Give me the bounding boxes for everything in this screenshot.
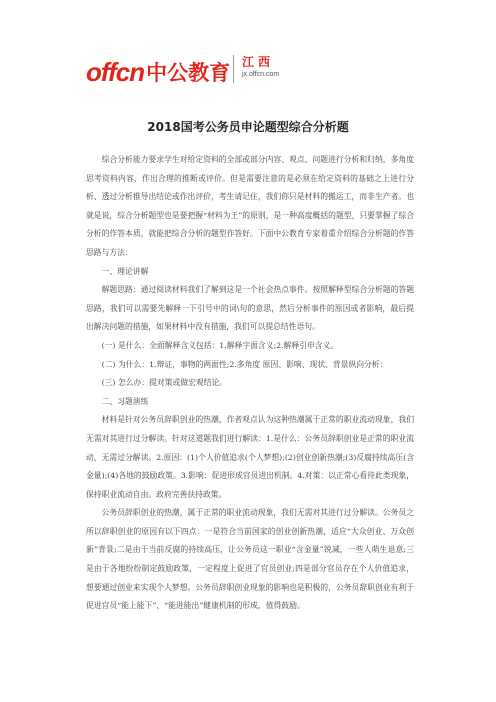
region-label: 江西: [242, 55, 275, 69]
paragraph-how: (三) 怎么办：提对策或做宏观结论。: [101, 378, 228, 388]
paragraph-why: (二) 为什么：1.辩证，事物的两面性;2.多角度 原因、影响、现状、背景纵向分析：: [101, 359, 388, 369]
paragraph-what: (一) 是什么：全面解释含义包括：1.解释字面含义;2.解释引申含义。: [101, 340, 339, 350]
section-heading-practice: 二、习题演练: [101, 396, 149, 406]
logo-offcn-text: offcn: [86, 57, 145, 87]
document-body: [86, 151, 414, 616]
section-heading-theory: 一、理论讲解: [101, 266, 149, 276]
header-divider: [233, 55, 234, 83]
paragraph-intro: 综合分析能力要求学生对给定资料的全部或部分内容、观点、问题进行分析和归纳，多角度思考资料内容，作出合理的推断或评价。但是需要注意的是必须在给定资料的基础之上进行分析、透过分析推导出结论或作出评价，考生请记住，我们你只是材料的搬运工，而非生产者。也就是说，综合分析题型也是要把握“材料为王”的原则，是一种高度概括的题型，只要掌握了综合分析的作答本质，就能把综合分析的题型作答好。下面中公教育专家着重介绍综合分析题的作答思路与方法：: [86, 155, 414, 257]
document-title: 2018国考公务员申论题型综合分析题: [147, 120, 349, 134]
paragraph-answer: 公务员辞职创业的热潮，属于正常的职业流动现象，我们无需对其进行过分解读。公务员之所以辞职创业的原因有以下四点：一是符合当前国家的创业创新热潮，适应“大众创业、万众创新”背景;二是由于当前反腐的持续高压，让公务员这一职业“含金量”锐减，一些人萌生退意;三是由于各地纷纷制定鼓励政策，一定程度上促进了官员创业;四是部分官员存在个人价值追求，想要通过创业来实现个人梦想。公务员辞职创业现象的影响也是积极的，公务员辞职创业有利于促进官员“能上能下”、“能进能出”健康机制的形成，值得鼓励。: [86, 508, 414, 611]
header: [86, 51, 416, 91]
logo-chinese-text: 中公教育: [146, 61, 231, 85]
offcn-logo[interactable]: [86, 51, 230, 87]
site-domain: jx.offcn.com: [242, 71, 280, 78]
paragraph-approach: 解题思路：通过阅读材料我们了解到这是一个社会热点事件。按照解释型综合分析题的答题思路，我们可以需要先解释一下引号中的词\句的意思，然后分析事件的原因或者影响，最后提出解决问题的措施，如果材料中没有措施，我们可以提总结性语句。: [86, 285, 414, 332]
paragraph-material: 材料是针对公务员辞职创业的热潮，作者观点认为这种热潮属于正常的职业流动现象，我们无需对其进行过分解读。针对这道题我们进行解读：1.是什么：公务员辞职创业是正常的职业流动，无需过分解读。2.原因：(1)个人价值追求(个人梦想);(2)创业创新热潮;(3)反腐持续高压(含金量);(4)各地的鼓励政策。3.影响：促进形成官员进出机制。4.对策：以正常心看待此类现象，保持职业流动自由。政府完善扶持政策。: [86, 415, 414, 499]
